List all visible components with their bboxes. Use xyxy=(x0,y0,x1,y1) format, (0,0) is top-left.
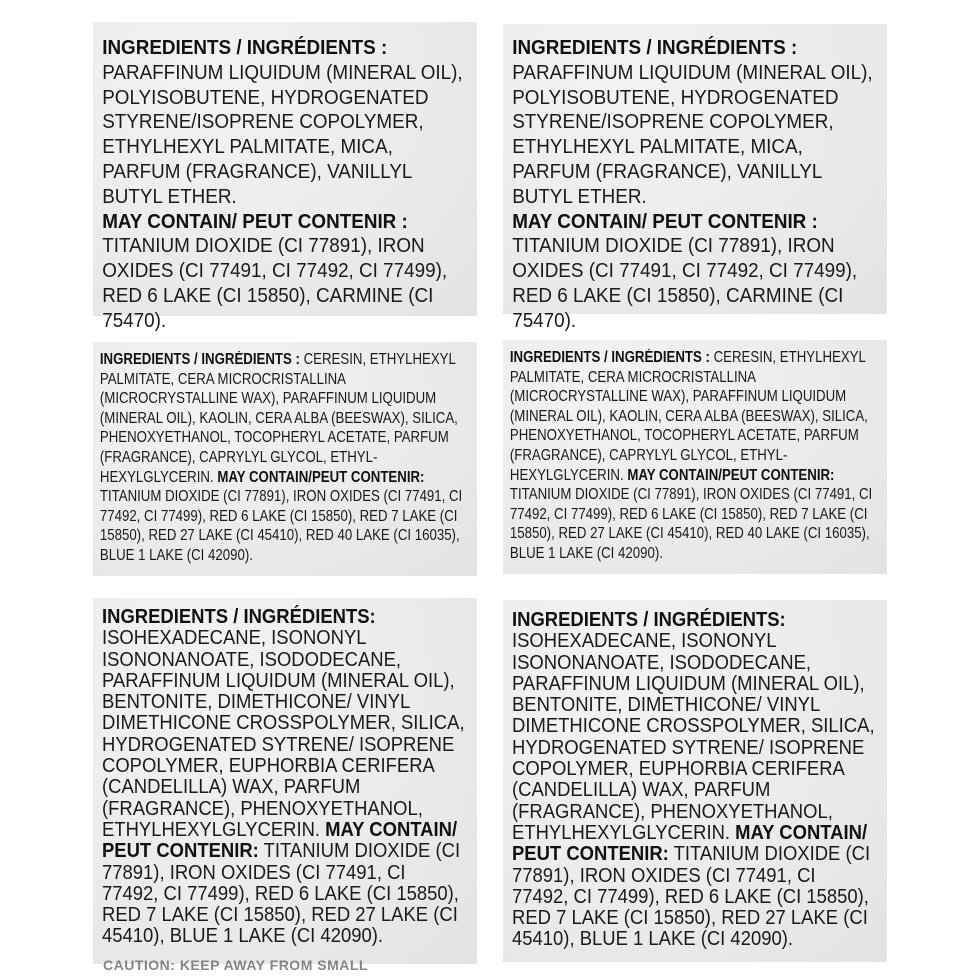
ingredient-text xyxy=(503,24,889,334)
may-contain-list: TITANIUM DIOXIDE (CI 77891), IRON OXIDES (CI 77491, CI 77492, CI 77499), RED 6 LAKE (CI 15850), RED 7 LAKE (CI 15850), RED 27 LAKE (CI 45410), RED 40 LAKE (CI 16035), BLUE 1 LAKE (CI 42090). xyxy=(509,486,873,562)
ingredients-list: PARAFFINUM LIQUIDUM (MINERAL OIL), POLYISOBUTENE, HYDROGENATED STYRENE/ISOPRENE COPOLYMER, ETHYLHEXYL PALMITATE, MICA, PARFUM (FRAGRANCE), VANILLYL BUTYL ETHER. xyxy=(512,60,873,208)
ingredient-label-1 xyxy=(93,22,477,332)
ingredients-heading: INGREDIENTS / INGRÉDIENTS : xyxy=(512,36,798,59)
caution-text-cutoff: CAUTION: KEEP AWAY FROM SMALL xyxy=(103,957,368,973)
may-contain-heading: MAY CONTAIN/PEUT CONTENIR: xyxy=(217,468,425,486)
may-contain-list: TITANIUM DIOXIDE (CI 77891), IRON OXIDES (CI 77491, CI 77492, CI 77499), RED 6 LAKE (CI 15850), RED 7 LAKE (CI 15850), RED 27 LAKE (CI 45410), BLUE 1 LAKE (CI 42090). xyxy=(102,839,461,948)
ingredients-heading: INGREDIENTS / INGRÉDIENTS: xyxy=(512,608,786,631)
may-contain-list: TITANIUM DIOXIDE (CI 77891), IRON OXIDES (CI 77491, CI 77492, CI 77499), RED 6 LAKE (CI 15850), RED 7 LAKE (CI 15850), RED 27 LAKE (CI 45410), RED 40 LAKE (CI 16035), BLUE 1 LAKE (CI 42090). xyxy=(99,488,463,564)
ingredient-label-4 xyxy=(503,340,887,574)
ingredient-text xyxy=(503,340,883,564)
may-contain-list: TITANIUM DIOXIDE (CI 77891), IRON OXIDES (CI 77491, CI 77492, CI 77499), RED 6 LAKE (CI 15850), RED 7 LAKE (CI 15850), RED 27 LAKE (CI 45410), BLUE 1 LAKE (CI 42090). xyxy=(512,842,871,951)
ingredient-label-6 xyxy=(503,600,887,962)
ingredients-list: CERESIN, ETHYLHEXYL PALMITATE, CERA MICROCRISTALLINA (MICROCRYSTALLINE WAX), PARAFFINUM LIQUIDUM (MINERAL OIL), KAOLIN, CERA ALBA (BEESWAX), SILICA, PHENOXYETHANOL, TOCOPHERYL ACETATE, PARFUM (FRAGRANCE), CAPRYLYL GLYCOL, ETHYL-HEXYLGLYCERIN. xyxy=(509,349,868,484)
ingredient-text xyxy=(93,22,479,334)
ingredient-label-2 xyxy=(503,24,887,332)
ingredient-text xyxy=(93,342,473,566)
may-contain-heading: MAY CONTAIN/ PEUT CONTENIR : xyxy=(102,209,408,233)
may-contain-list: TITANIUM DIOXIDE (CI 77891), IRON OXIDES (CI 77491, CI 77492, CI 77499), RED 6 LAKE (CI 15850), CARMINE (CI 75470). xyxy=(512,234,858,332)
ingredient-label-3 xyxy=(93,342,477,576)
ingredient-label-5 xyxy=(93,598,477,973)
ingredients-heading: INGREDIENTS / INGRÉDIENTS : xyxy=(102,36,388,59)
ingredients-heading: INGREDIENTS / INGRÉDIENTS: xyxy=(102,605,376,628)
may-contain-heading: MAY CONTAIN/ PEUT CONTENIR: xyxy=(512,820,868,866)
ingredients-heading: INGREDIENTS / INGRÉDIENTS : xyxy=(509,349,710,366)
ingredients-list: CERESIN, ETHYLHEXYL PALMITATE, CERA MICROCRISTALLINA (MICROCRYSTALLINE WAX), PARAFFINUM LIQUIDUM (MINERAL OIL), KAOLIN, CERA ALBA (BEESWAX), SILICA, PHENOXYETHANOL, TOCOPHERYL ACETATE, PARFUM (FRAGRANCE), CAPRYLYL GLYCOL, ETHYL-HEXYLGLYCERIN. xyxy=(99,351,458,486)
ingredients-list: ISOHEXADECANE, ISONONYL ISONONANOATE, ISODODECANE, PARAFFINUM LIQUIDUM (MINERAL OIL), BENTONITE, DIMETHICONE/ VINYL DIMETHICONE CROSSPOLYMER, SILICA, HYDROGENATED SYTRENE/ ISOPRENE COPOLYMER, EUPHORBIA CERIFERA (CANDELILLA) WAX, PARFUM (FRAGRANCE), PHENOXYETHANOL, ETHYLHEXYLGLYCERIN. xyxy=(102,626,465,841)
ingredients-list: PARAFFINUM LIQUIDUM (MINERAL OIL), POLYISOBUTENE, HYDROGENATED STYRENE/ISOPRENE COPOLYMER, ETHYLHEXYL PALMITATE, MICA, PARFUM (FRAGRANCE), VANILLYL BUTYL ETHER. xyxy=(102,60,463,208)
may-contain-heading: MAY CONTAIN/ PEUT CONTENIR : xyxy=(512,209,818,233)
may-contain-list: TITANIUM DIOXIDE (CI 77891), IRON OXIDES (CI 77491, CI 77492, CI 77499), RED 6 LAKE (CI 15850), CARMINE (CI 75470). xyxy=(102,234,448,332)
ingredient-text xyxy=(503,600,886,950)
may-contain-heading: MAY CONTAIN/ PEUT CONTENIR: xyxy=(102,817,458,863)
ingredients-list: ISOHEXADECANE, ISONONYL ISONONANOATE, ISODODECANE, PARAFFINUM LIQUIDUM (MINERAL OIL), BENTONITE, DIMETHICONE/ VINYL DIMETHICONE CROSSPOLYMER, SILICA, HYDROGENATED SYTRENE/ ISOPRENE COPOLYMER, EUPHORBIA CERIFERA (CANDELILLA) WAX, PARFUM (FRAGRANCE), PHENOXYETHANOL, ETHYLHEXYLGLYCERIN. xyxy=(512,629,875,844)
ingredient-text xyxy=(93,598,476,947)
may-contain-heading: MAY CONTAIN/PEUT CONTENIR: xyxy=(627,466,835,484)
ingredients-heading: INGREDIENTS / INGRÉDIENTS : xyxy=(99,351,300,368)
